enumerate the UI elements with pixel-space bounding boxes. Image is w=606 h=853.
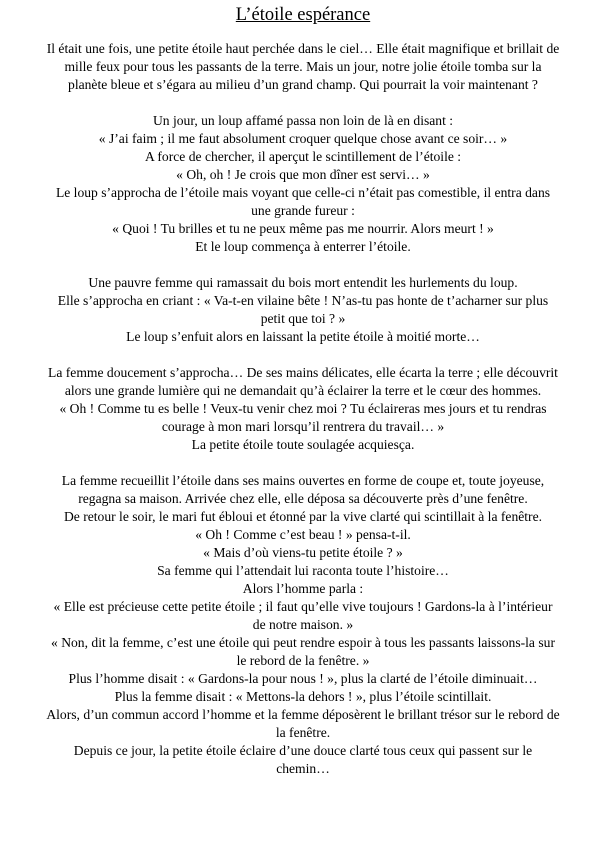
- text-line: de notre maison. »: [252, 617, 354, 632]
- text-line: « Oh ! Comme tu es belle ! Veux-tu venir chez moi ? Tu éclaireras mes jours et tu rendras: [59, 401, 547, 416]
- text-line: La femme doucement s’approcha… De ses mains délicates, elle écarta la terre ; elle découvrit: [48, 365, 558, 380]
- paragraph-3: [3, 274, 603, 346]
- paragraph-spacer: [3, 94, 603, 112]
- text-line: Alors, d’un commun accord l’homme et la femme déposèrent le brillant trésor sur le rebord de: [46, 707, 560, 722]
- paragraph-spacer: [3, 346, 603, 364]
- title-spacer: [3, 28, 603, 40]
- paragraph-2: [3, 112, 603, 256]
- text-line: le rebord de la fenêtre. »: [236, 653, 370, 668]
- document-title: L’étoile espérance: [235, 5, 371, 25]
- text-line: Le loup s’enfuit alors en laissant la petite étoile à moitié morte…: [126, 329, 480, 344]
- text-line: « Elle est précieuse cette petite étoile ; il faut qu’elle vive toujours ! Gardons-la à l’intérieur: [53, 599, 553, 614]
- text-line: Un jour, un loup affamé passa non loin de là en disant :: [152, 113, 454, 128]
- text-line: planète bleue et s’égara au milieu d’un grand champ. Qui pourrait la voir maintenant ?: [68, 77, 538, 92]
- paragraph-4: [3, 364, 603, 454]
- text-line: courage à mon mari lorsqu’il rentrera du travail… »: [161, 419, 445, 434]
- text-line: De retour le soir, le mari fut ébloui et étonné par la vive clarté qui scintillait à la fenêtre.: [63, 509, 543, 524]
- paragraph-5: [3, 472, 603, 778]
- text-line: regagna sa maison. Arrivée chez elle, elle déposa sa découverte près d’une fenêtre.: [78, 491, 528, 506]
- text-line: petit que toi ? »: [260, 311, 346, 326]
- text-line: « Non, dit la femme, c’est une étoile qui peut rendre espoir à tous les passants laissons-la sur: [51, 635, 555, 650]
- text-line: la fenêtre.: [275, 725, 331, 740]
- text-line: Plus la femme disait : « Mettons-la dehors ! », plus l’étoile scintillait.: [114, 689, 492, 704]
- text-line: chemin…: [276, 761, 330, 776]
- text-line: La petite étoile toute soulagée acquiesça.: [191, 437, 415, 452]
- text-line: mille feux pour tous les passants de la terre. Mais un jour, notre jolie étoile tomba sur la: [64, 59, 542, 74]
- text-line: A force de chercher, il aperçut le scintillement de l’étoile :: [144, 149, 462, 164]
- text-line: Il était une fois, une petite étoile haut perchée dans le ciel… Elle était magnifique et brillait de: [46, 41, 560, 56]
- text-line: « Mais d’où viens-tu petite étoile ? »: [203, 545, 403, 560]
- text-line: Elle s’approcha en criant : « Va-t-en vilaine bête ! N’as-tu pas honte de t’acharner sur plus: [57, 293, 549, 308]
- text-line: Sa femme qui l’attendait lui raconta toute l’histoire…: [157, 563, 449, 578]
- text-line: Le loup s’approcha de l’étoile mais voyant que celle-ci n’était pas comestible, il entra dans: [55, 185, 551, 200]
- text-line: Et le loup commença à enterrer l’étoile.: [195, 239, 411, 254]
- text-line: Plus l’homme disait : « Gardons-la pour nous ! », plus la clarté de l’étoile diminuait…: [68, 671, 538, 686]
- text-line: alors une grande lumière qui ne demandait qu’à éclairer la terre et le cœur des hommes.: [64, 383, 542, 398]
- paragraph-1: [3, 40, 603, 94]
- paragraph-spacer: [3, 454, 603, 472]
- paragraph-spacer: [3, 256, 603, 274]
- text-line: « Quoi ! Tu brilles et tu ne peux même pas me nourrir. Alors meurt ! »: [112, 221, 494, 236]
- text-line: La femme recueillit l’étoile dans ses mains ouvertes en forme de coupe et, toute joyeuse,: [61, 473, 545, 488]
- text-line: « Oh, oh ! Je crois que mon dîner est servi… »: [176, 167, 430, 182]
- text-line: Depuis ce jour, la petite étoile éclaire d’une douce clarté tous ceux qui passent sur le: [73, 743, 533, 758]
- text-line: Une pauvre femme qui ramassait du bois mort entendit les hurlements du loup.: [88, 275, 518, 290]
- text-line: « Oh ! Comme c’est beau ! » pensa-t-il.: [195, 527, 411, 542]
- text-line: Alors l’homme parla :: [242, 581, 364, 596]
- text-line: « J’ai faim ; il me faut absolument croquer quelque chose avant ce soir… »: [98, 131, 508, 146]
- text-line: une grande fureur :: [251, 203, 355, 218]
